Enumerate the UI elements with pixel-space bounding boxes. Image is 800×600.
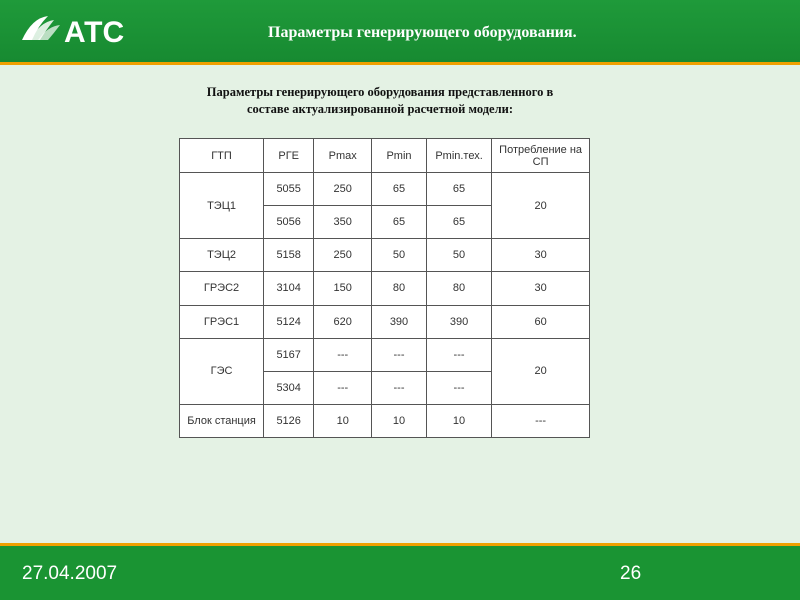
table-row: [180, 404, 590, 437]
header-pmax: Pmax: [314, 139, 372, 173]
cell-rge: 5124: [264, 305, 314, 338]
cell-pmin: 80: [372, 272, 427, 305]
header-gtp: ГТП: [180, 139, 264, 173]
header-consumption: Потребление на СП: [492, 139, 590, 173]
header-divider: [0, 62, 800, 65]
cell-gtp: ТЭЦ2: [180, 239, 264, 272]
cell-rge: 5126: [264, 404, 314, 437]
cell-pmin: 10: [372, 404, 427, 437]
cell-gtp: ГЭС: [180, 338, 264, 404]
cell-pmin: 65: [372, 206, 427, 239]
logo-text: АТС: [64, 16, 125, 49]
cell-pmin: 50: [372, 239, 427, 272]
cell-pmin-tech: 65: [426, 206, 491, 239]
cell-gtp: ГРЭС2: [180, 272, 264, 305]
cell-pmax: ---: [314, 338, 372, 371]
table-row: [180, 305, 590, 338]
cell-consumption: 20: [492, 338, 590, 404]
cell-consumption: 30: [492, 239, 590, 272]
cell-rge: 3104: [264, 272, 314, 305]
cell-pmin: 65: [372, 173, 427, 206]
footer-bar: [0, 546, 800, 600]
cell-gtp: ГРЭС1: [180, 305, 264, 338]
cell-pmin-tech: 390: [426, 305, 491, 338]
table-row: [180, 272, 590, 305]
caption-line-2: составе актуализированной расчетной модели:: [246, 102, 513, 116]
cell-consumption: 30: [492, 272, 590, 305]
cell-pmax: 150: [314, 272, 372, 305]
header-pmin-tech: Pmin.тех.: [426, 139, 491, 173]
cell-rge: 5304: [264, 371, 314, 404]
cell-pmin-tech: 10: [426, 404, 491, 437]
page-number: 26: [620, 563, 642, 584]
cell-pmin-tech: ---: [426, 371, 491, 404]
cell-pmax: 250: [314, 173, 372, 206]
cell-consumption: 60: [492, 305, 590, 338]
cell-consumption: ---: [492, 404, 590, 437]
table-row: [180, 173, 590, 206]
cell-pmax: ---: [314, 371, 372, 404]
cell-pmax: 10: [314, 404, 372, 437]
cell-pmin-tech: 50: [426, 239, 491, 272]
header-rge: РГЕ: [264, 139, 314, 173]
slide-title: Параметры генерирующего оборудования.: [268, 24, 577, 41]
cell-pmin: ---: [372, 371, 427, 404]
cell-pmax: 620: [314, 305, 372, 338]
ats-logo: [18, 10, 148, 50]
cell-pmin: ---: [372, 338, 427, 371]
cell-pmin: 390: [372, 305, 427, 338]
cell-pmin-tech: ---: [426, 338, 491, 371]
equipment-table-container: [179, 138, 590, 438]
logo-mark: [22, 16, 60, 40]
table-row: [180, 338, 590, 371]
cell-gtp: Блок станция: [180, 404, 264, 437]
cell-pmax: 250: [314, 239, 372, 272]
cell-pmin-tech: 80: [426, 272, 491, 305]
table-row: [180, 239, 590, 272]
caption-line-1: Параметры генерирующего оборудования представленного в: [206, 85, 554, 99]
cell-rge: 5055: [264, 173, 314, 206]
cell-pmax: 350: [314, 206, 372, 239]
table-caption: [150, 84, 610, 118]
cell-rge: 5167: [264, 338, 314, 371]
cell-rge: 5158: [264, 239, 314, 272]
cell-consumption: 20: [492, 173, 590, 239]
cell-gtp: ТЭЦ1: [180, 173, 264, 239]
table-header-row: [180, 139, 590, 173]
cell-rge: 5056: [264, 206, 314, 239]
footer-date: 27.04.2007: [22, 563, 118, 584]
equipment-table: [179, 138, 590, 438]
header-pmin: Pmin: [372, 139, 427, 173]
cell-pmin-tech: 65: [426, 173, 491, 206]
